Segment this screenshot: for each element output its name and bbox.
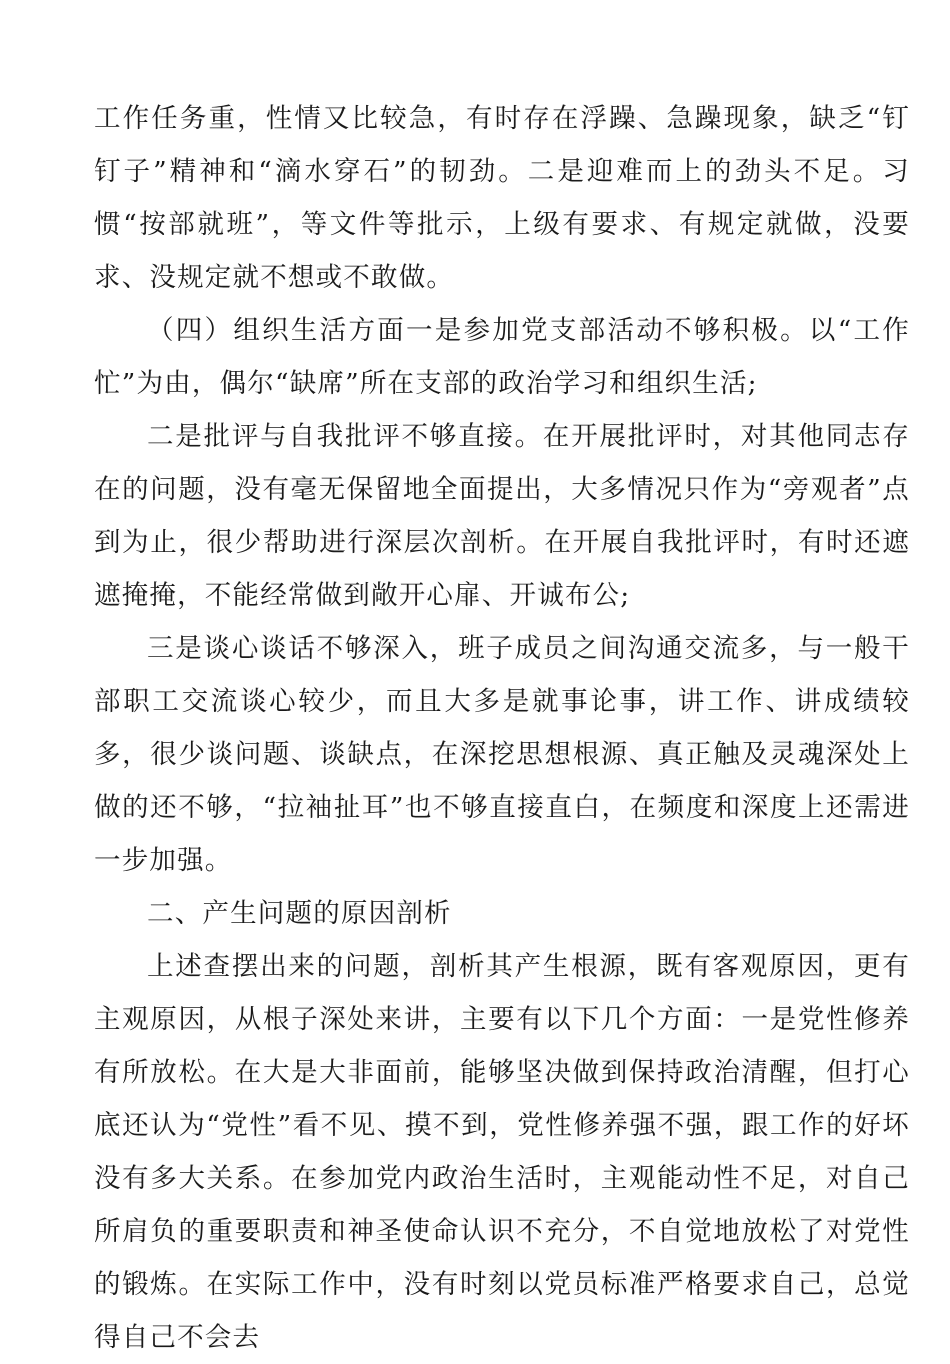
paragraph-organizational-life: （四）组织生活方面一是参加党支部活动不够积极。以“工作忙”为由，偶尔“缺席”所在支部的政治学习和组织生活; (94, 315, 910, 399)
paragraph-cause-analysis: 上述查摆出来的问题，剖析其产生根源，既有客观原因，更有主观原因，从根子深处来讲，主要有以下几个方面：一是党性修养有所放松。在大是大非面前，能够坚决做到保持政治清醒，但打心底还认为“党性”看不见、摸不到，党性修养强不强，跟工作的好坏没有多大关系。在参加党内政治生活时，主观能动性不足，对自己所肩负的重要职责和神圣使命认识不充分，不自觉地放松了对党性的锻炼。在实际工作中，没有时刻以党员标准严格要求自己，总觉得自己不会去 (94, 951, 910, 1353)
section-heading-cause-analysis: 二、产生问题的原因剖析 (147, 898, 452, 929)
paragraph-continuation: 工作任务重，性情又比较急，有时存在浮躁、急躁现象，缺乏“钉钉子”精神和“滴水穿石”的韧劲。二是迎难而上的劲头不足。习惯“按部就班”，等文件等批示，上级有要求、有规定就做，没要求、没规定就不想或不敢做。 (94, 103, 910, 293)
paragraph-heart-talk: 三是谈心谈话不够深入，班子成员之间沟通交流多，与一般干部职工交流谈心较少，而且大多是就事论事，讲工作、讲成绩较多，很少谈问题、谈缺点，在深挖思想根源、真正触及灵魂深处上做的还不够，“拉袖扯耳”也不够直接直白，在频度和深度上还需进一步加强。 (94, 633, 910, 876)
paragraph-criticism: 二是批评与自我批评不够直接。在开展批评时，对其他同志存在的问题，没有毫无保留地全面提出，大多情况只作为“旁观者”点到为止，很少帮助进行深层次剖析。在开展自我批评时，有时还遮遮掩掩，不能经常做到敞开心扉、开诚布公; (94, 421, 910, 611)
